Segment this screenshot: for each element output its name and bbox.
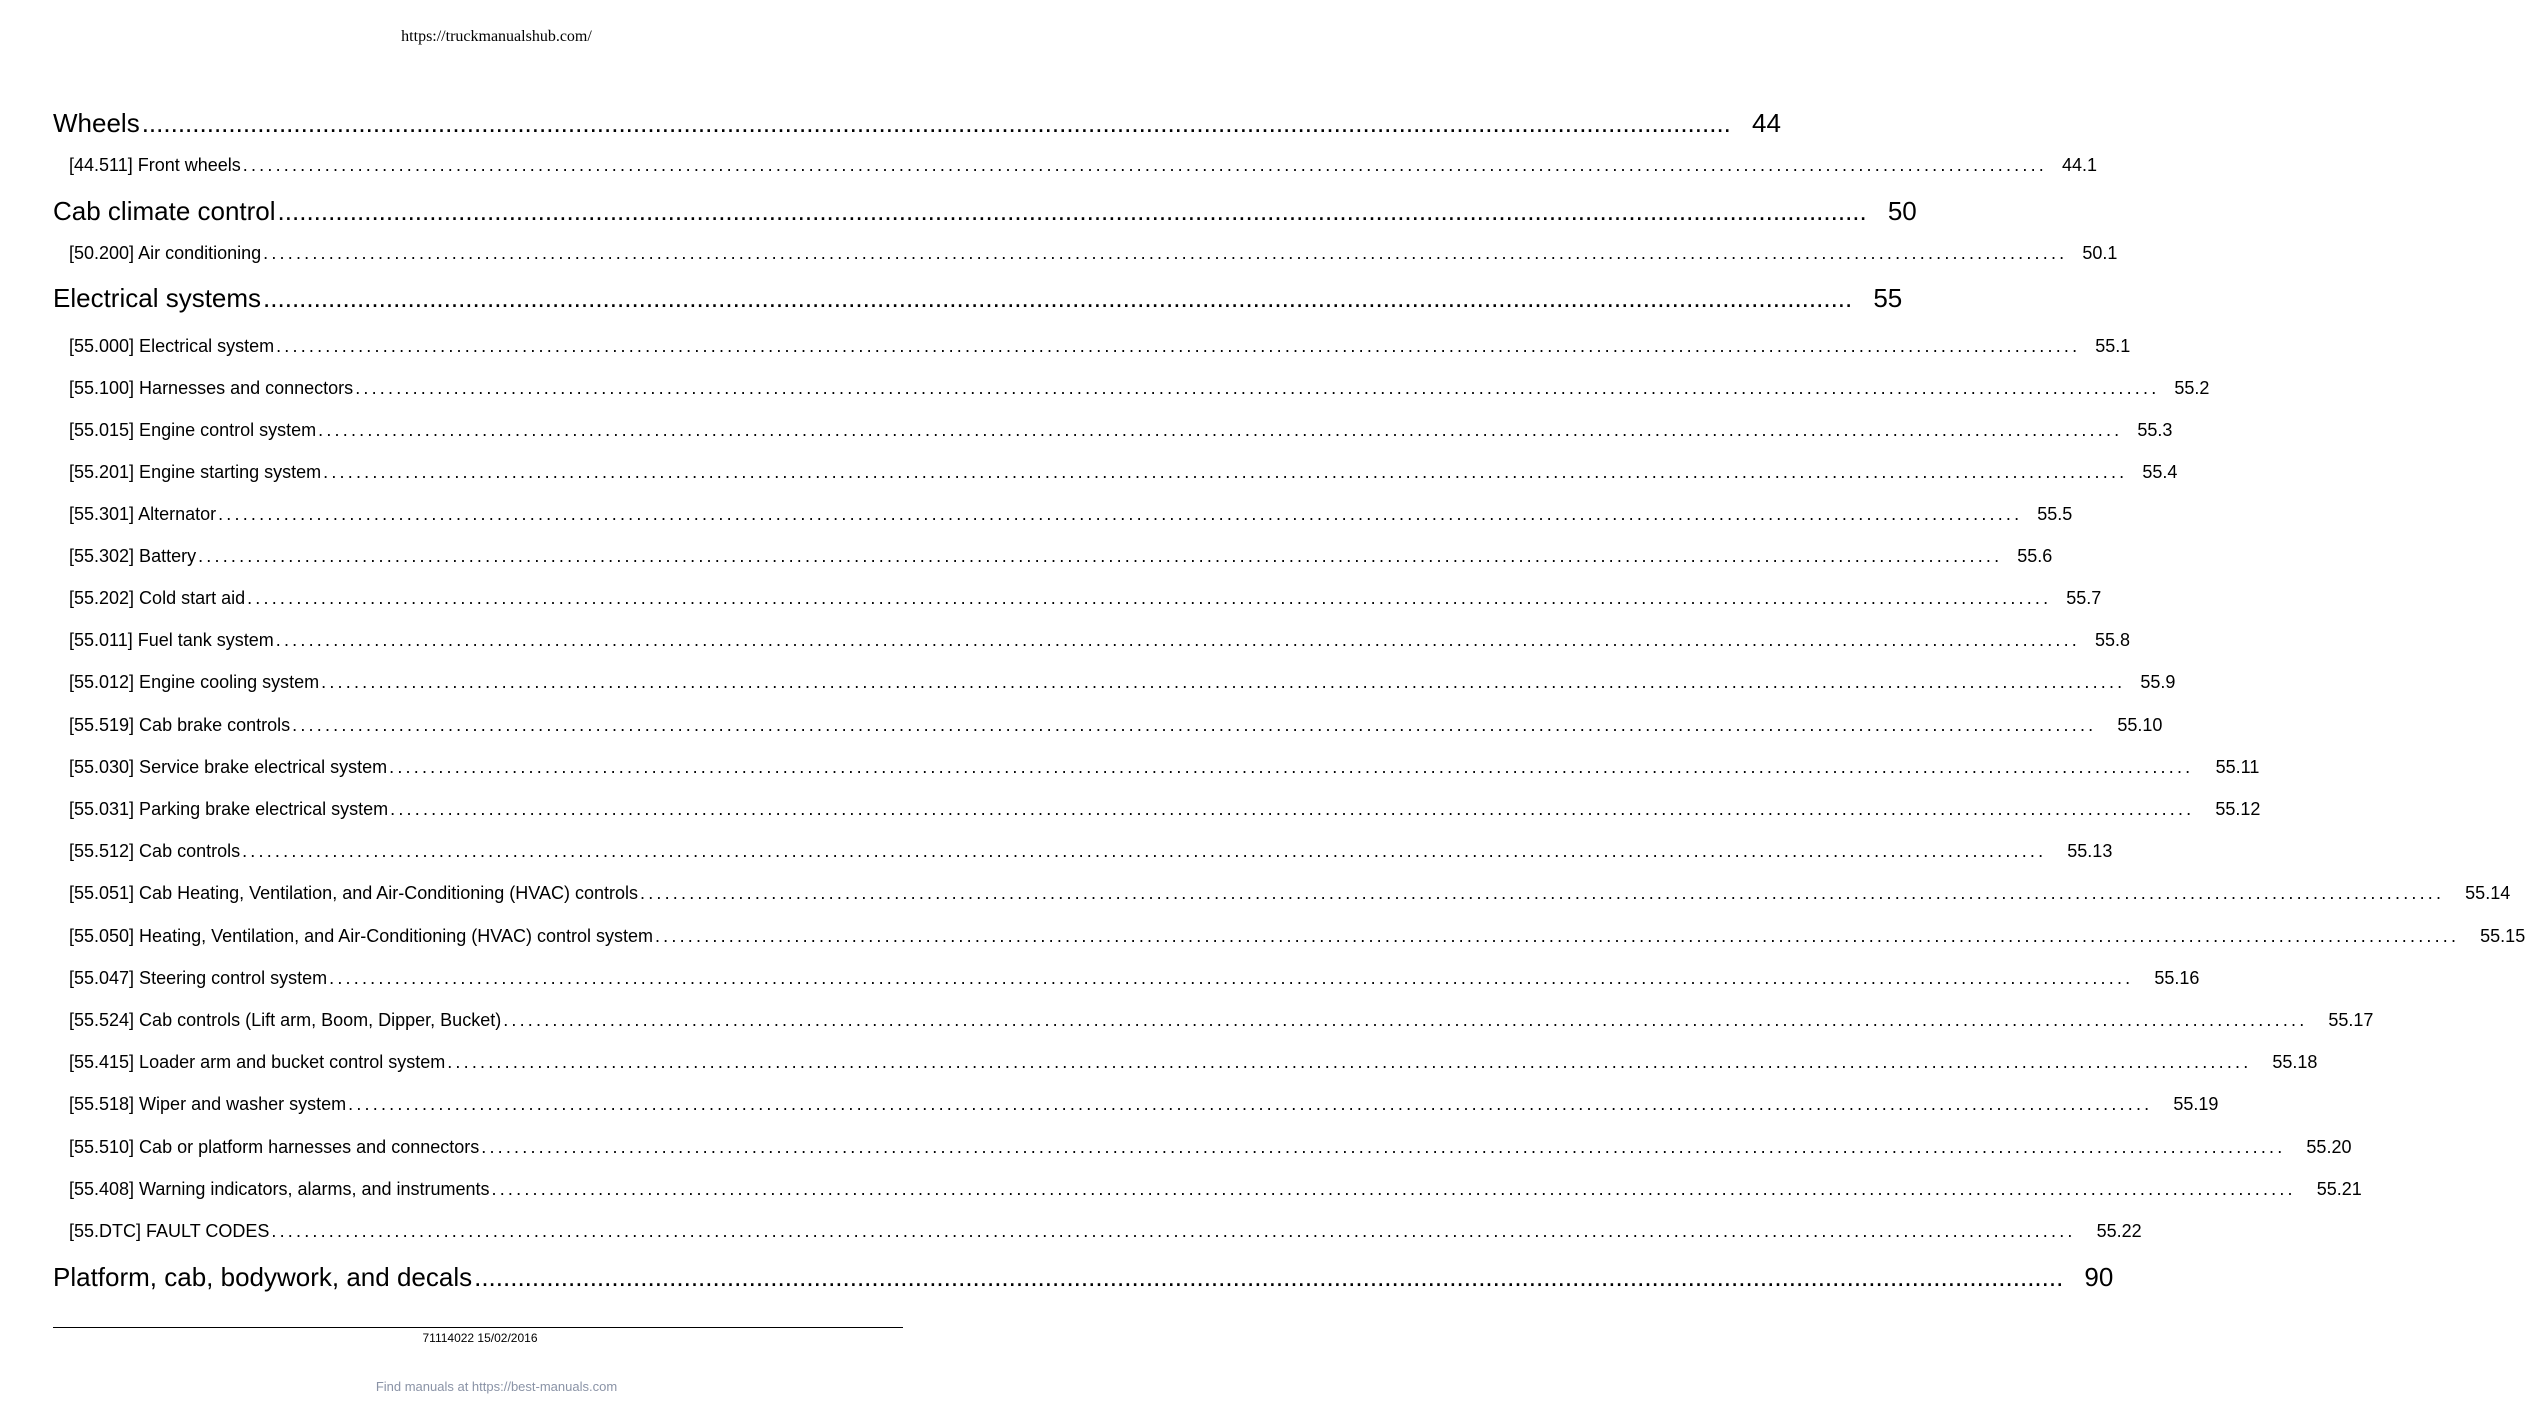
item-label: [50.200] Air conditioning (69, 243, 262, 263)
dot-leader: ............................................................................................................................................................................................................................ (447, 1052, 2252, 1072)
toc-item[interactable] (53, 1010, 2374, 1031)
toc-item[interactable] (53, 968, 2200, 989)
section-title: Wheels (53, 108, 140, 138)
toc-section-wheels[interactable] (53, 108, 1781, 139)
section-page: 50 (1887, 196, 1917, 226)
dot-leader: ............................................................................................................................................................................................................................ (277, 196, 1867, 226)
dot-leader: ............................................................................................................................................................................................................................ (640, 883, 2445, 903)
toc-item[interactable] (53, 630, 2130, 651)
document-code: 71114022 15/02/2016 (422, 1331, 538, 1345)
item-label: [55.201] Engine starting system (69, 462, 322, 482)
header-url: https://truckmanualshub.com/ (401, 28, 592, 45)
toc-item[interactable] (53, 546, 2053, 567)
toc-item[interactable] (53, 336, 2131, 357)
item-label: [55.047] Steering control system (69, 968, 328, 988)
toc-item[interactable] (53, 1221, 2142, 1242)
item-page: 55.6 (2017, 546, 2053, 566)
item-page: 55.17 (2328, 1010, 2374, 1030)
footer-rule (53, 1327, 903, 1328)
item-page: 55.19 (2173, 1094, 2219, 1114)
item-label: [55.519] Cab brake controls (69, 715, 291, 735)
item-page: 55.5 (2037, 504, 2073, 524)
item-page: 55.8 (2094, 630, 2130, 650)
dot-leader: ............................................................................................................................................................................................................................ (263, 283, 1853, 313)
item-page: 55.21 (2316, 1179, 2362, 1199)
dot-leader: ............................................................................................................................................................................................................................ (348, 1094, 2153, 1114)
toc-item[interactable] (53, 1179, 2362, 1200)
section-page: 55 (1873, 283, 1903, 313)
item-label: [55.100] Harnesses and connectors (69, 378, 354, 398)
item-label: [55.408] Warning indicators, alarms, and instruments (69, 1179, 490, 1199)
item-page: 55.4 (2142, 462, 2178, 482)
toc-item[interactable] (53, 757, 2260, 778)
item-page: 44.1 (2061, 155, 2097, 175)
dot-leader: ............................................................................................................................................................................................................................ (318, 420, 2123, 440)
item-page: 55.13 (2067, 841, 2113, 861)
toc-item[interactable] (53, 1052, 2318, 1073)
toc-item[interactable] (53, 504, 2073, 525)
toc-section-platform-cab-bodywork-decals[interactable] (53, 1262, 2114, 1293)
toc-item[interactable] (53, 841, 2113, 862)
toc-item[interactable] (53, 799, 2261, 820)
toc-item[interactable] (53, 243, 2118, 264)
item-page: 55.16 (2154, 968, 2200, 988)
dot-leader: ............................................................................................................................................................................................................................ (276, 336, 2081, 356)
toc-item[interactable] (53, 155, 2097, 176)
section-title: Platform, cab, bodywork, and decals (53, 1262, 473, 1292)
item-label: [55.011] Fuel tank system (69, 630, 274, 650)
section-page: 44 (1751, 108, 1781, 138)
toc-item[interactable] (53, 715, 2163, 736)
dot-leader: ............................................................................................................................................................................................................................ (198, 546, 2003, 566)
find-manuals-link[interactable]: Find manuals at https://best-manuals.com (375, 1379, 618, 1394)
toc-item[interactable] (53, 926, 2525, 947)
dot-leader: ............................................................................................................................................................................................................................ (323, 462, 2128, 482)
item-page: 55.20 (2306, 1137, 2352, 1157)
dot-leader: ............................................................................................................................................................................................................................ (654, 926, 2460, 946)
item-label: [55.012] Engine cooling system (69, 672, 320, 692)
toc-item[interactable] (53, 672, 2176, 693)
dot-leader: ............................................................................................................................................................................................................................ (355, 378, 2160, 398)
dot-leader: ............................................................................................................................................................................................................................ (481, 1137, 2286, 1157)
toc-item[interactable] (53, 462, 2178, 483)
item-label: [55.051] Cab Heating, Ventilation, and Air-Conditioning (HVAC) controls (69, 883, 638, 903)
item-label: [55.202] Cold start aid (69, 588, 246, 608)
item-label: [55.512] Cab controls (69, 841, 241, 861)
item-label: [55.518] Wiper and washer system (69, 1094, 347, 1114)
item-label: [55.031] Parking brake electrical system (69, 799, 389, 819)
item-page: 55.11 (2215, 757, 2260, 777)
dot-leader: ............................................................................................................................................................................................................................ (329, 968, 2134, 988)
toc-item[interactable] (53, 1094, 2219, 1115)
item-page: 55.18 (2272, 1052, 2318, 1072)
toc-section-electrical-systems[interactable] (53, 283, 1903, 314)
item-label: [55.524] Cab controls (Lift arm, Boom, Dipper, Bucket) (69, 1010, 502, 1030)
item-label: [55.415] Loader arm and bucket control system (69, 1052, 446, 1072)
item-label: [55.050] Heating, Ventilation, and Air-Conditioning (HVAC) control system (69, 926, 653, 946)
item-page: 55.3 (2137, 420, 2173, 440)
dot-leader: ............................................................................................................................................................................................................................ (275, 630, 2080, 650)
dot-leader: ............................................................................................................................................................................................................................ (242, 155, 2047, 175)
item-page: 55.14 (2465, 883, 2511, 903)
dot-leader: ............................................................................................................................................................................................................................ (141, 108, 1731, 138)
item-page: 55.22 (2096, 1221, 2142, 1241)
item-page: 55.12 (2215, 799, 2261, 819)
item-label: [55.000] Electrical system (69, 336, 275, 356)
dot-leader: ............................................................................................................................................................................................................................ (263, 243, 2068, 263)
dot-leader: ............................................................................................................................................................................................................................ (474, 1262, 2064, 1292)
toc-item[interactable] (53, 1137, 2352, 1158)
section-title: Cab climate control (53, 196, 276, 226)
item-label: [55.302] Battery (69, 546, 197, 566)
item-label: [55.301] Alternator (69, 504, 217, 524)
toc-item[interactable] (53, 420, 2173, 441)
dot-leader: ............................................................................................................................................................................................................................ (321, 672, 2126, 692)
item-page: 55.10 (2117, 715, 2163, 735)
toc-item[interactable] (53, 883, 2511, 904)
item-page: 55.7 (2066, 588, 2102, 608)
dot-leader: ............................................................................................................................................................................................................................ (491, 1179, 2296, 1199)
dot-leader: ............................................................................................................................................................................................................................ (247, 588, 2052, 608)
item-label: [55.DTC] FAULT CODES (69, 1221, 270, 1241)
dot-leader: ............................................................................................................................................................................................................................ (242, 841, 2047, 861)
item-page: 50.1 (2082, 243, 2118, 263)
item-label: [55.510] Cab or platform harnesses and connectors (69, 1137, 480, 1157)
item-label: [55.030] Service brake electrical system (69, 757, 388, 777)
item-page: 55.1 (2095, 336, 2131, 356)
toc-section-cab-climate-control[interactable] (53, 196, 1917, 227)
dot-leader: ............................................................................................................................................................................................................................ (390, 799, 2195, 819)
section-page: 90 (2084, 1262, 2114, 1292)
dot-leader: ............................................................................................................................................................................................................................ (389, 757, 2194, 777)
toc-item[interactable] (53, 378, 2210, 399)
item-label: [44.511] Front wheels (69, 155, 241, 175)
section-title: Electrical systems (53, 283, 262, 313)
toc-item[interactable] (53, 588, 2102, 609)
dot-leader: ............................................................................................................................................................................................................................ (503, 1010, 2308, 1030)
dot-leader: ............................................................................................................................................................................................................................ (218, 504, 2023, 524)
dot-leader: ............................................................................................................................................................................................................................ (292, 715, 2097, 735)
item-page: 55.2 (2174, 378, 2210, 398)
item-page: 55.15 (2480, 926, 2525, 946)
dot-leader: ............................................................................................................................................................................................................................ (271, 1221, 2076, 1241)
item-label: [55.015] Engine control system (69, 420, 317, 440)
item-page: 55.9 (2140, 672, 2176, 692)
